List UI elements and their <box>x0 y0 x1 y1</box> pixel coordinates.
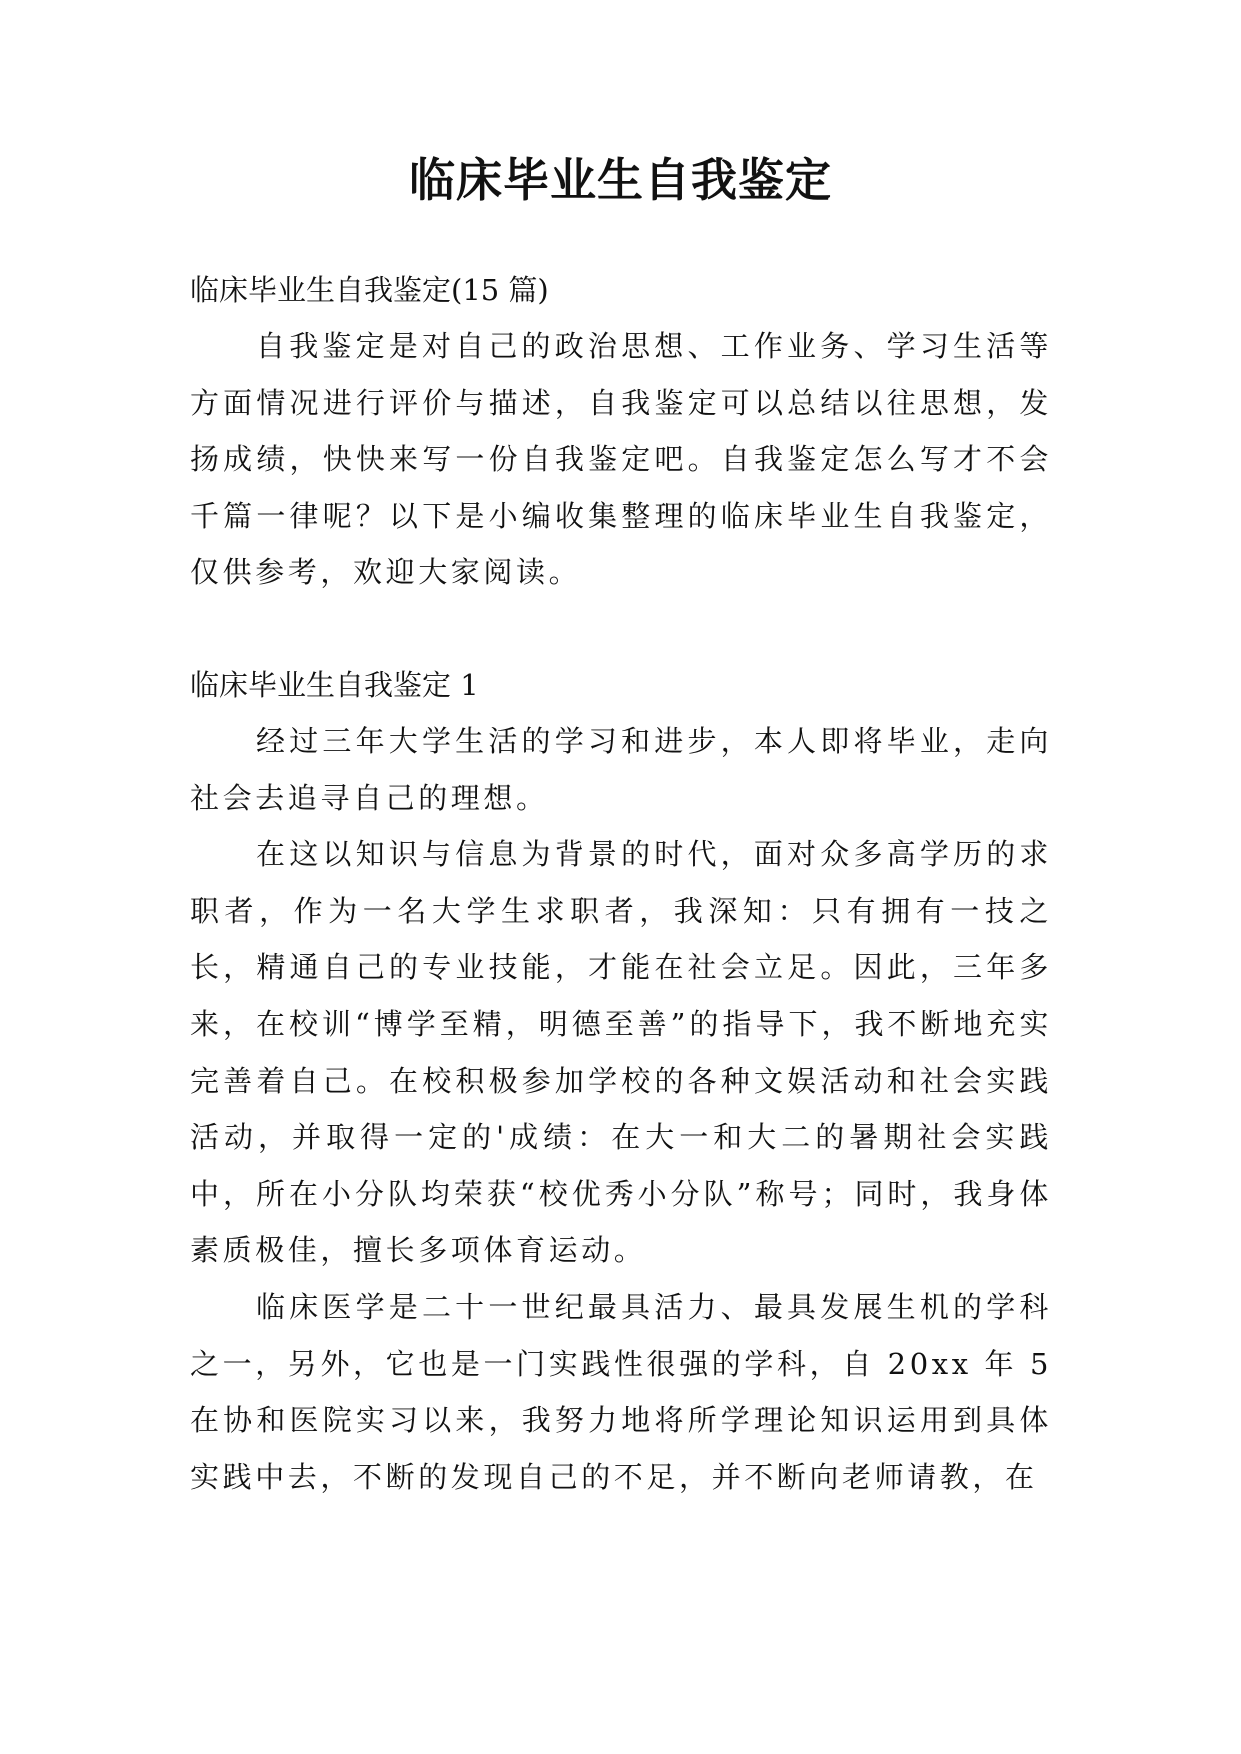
page-title: 临床毕业生自我鉴定 <box>409 153 832 207</box>
section-heading: 临床毕业生自我鉴定 1 <box>190 667 479 702</box>
body-paragraph-2: 在这以知识与信息为背景的时代，面对众多高学历的求职者，作为一名大学生求职者，我深知：只有拥有一技之长，精通自己的专业技能，才能在社会立足。因此，三年多来，在校训“博学至精，明德至善”的指导下，我不断地充实完善着自己。在校积极参加学校的各种文娱活动和社会实践活动，并取得一定的'成绩：在大一和大二的暑期社会实践中，所在小分队均荣获“校优秀小分队”称号；同时，我身体素质极佳，擅长多项体育运动。 <box>190 837 1052 1268</box>
intro-paragraph: 自我鉴定是对自己的政治思想、工作业务、学习生活等方面情况进行评价与描述，自我鉴定可以总结以往思想，发扬成绩，快快来写一份自我鉴定吧。自我鉴定怎么写才不会千篇一律呢？以下是小编收集整理的临床毕业生自我鉴定，仅供参考，欢迎大家阅读。 <box>190 329 1052 590</box>
document-body <box>190 262 1052 1505</box>
body-paragraph-3: 临床医学是二十一世纪最具活力、最具发展生机的学科之一，另外，它也是一门实践性很强的学科，自 20xx 年 5 在协和医院实习以来，我努力地将所学理论知识运用到具体实践中去，不断的发现自己的不足，并不断向老师请教，在 <box>190 1289 1052 1494</box>
document-subtitle: 临床毕业生自我鉴定(15 篇) <box>190 273 549 307</box>
body-paragraph-1: 经过三年大学生活的学习和进步，本人即将毕业，走向社会去追寻自己的理想。 <box>190 723 1052 815</box>
